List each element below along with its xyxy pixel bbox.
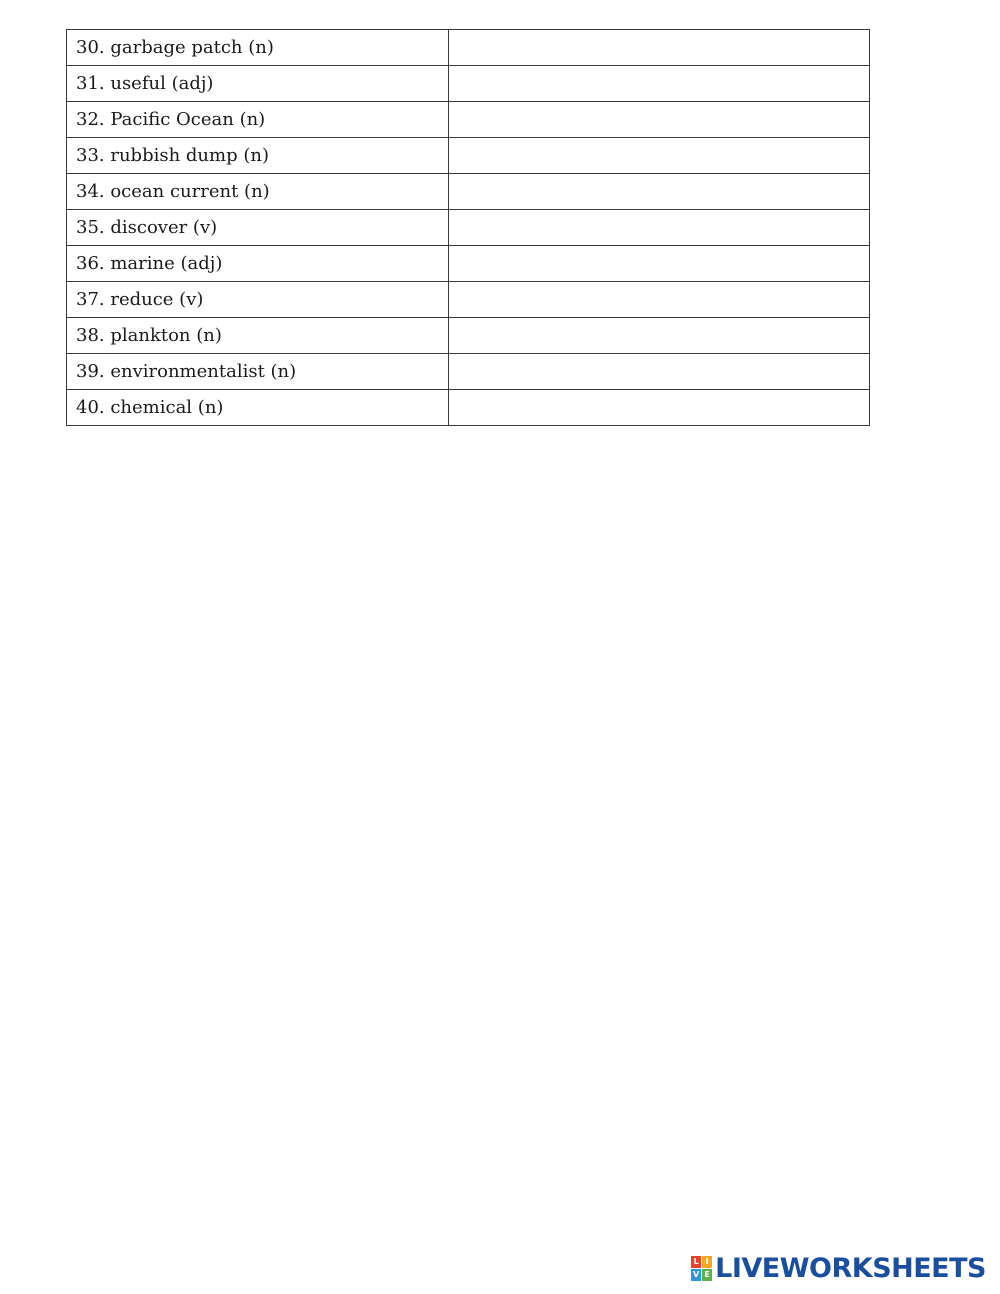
table-row [67, 246, 870, 282]
vocab-word: 31. useful (adj) [67, 66, 449, 102]
answer-cell [449, 138, 870, 174]
liveworksheets-logo-icon [691, 1256, 712, 1281]
vocab-word: 30. garbage patch (n) [67, 30, 449, 66]
logo-letter: V [693, 1270, 700, 1279]
table-row [67, 138, 870, 174]
table-row [67, 282, 870, 318]
answer-cell [449, 30, 870, 66]
table-row [67, 354, 870, 390]
table-row [67, 30, 870, 66]
answer-cell [449, 66, 870, 102]
vocab-word: 32. Pacific Ocean (n) [67, 102, 449, 138]
answer-input[interactable] [449, 102, 869, 137]
vocab-word: 40. chemical (n) [67, 390, 449, 426]
logo-letter: L [691, 1256, 701, 1268]
answer-input[interactable] [449, 30, 869, 65]
answer-cell [449, 246, 870, 282]
answer-input[interactable] [449, 210, 869, 245]
vocab-word: 36. marine (adj) [67, 246, 449, 282]
table-row [67, 174, 870, 210]
answer-input[interactable] [449, 354, 869, 389]
vocab-word: 39. environmentalist (n) [67, 354, 449, 390]
answer-cell [449, 354, 870, 390]
vocabulary-table [66, 29, 870, 426]
answer-input[interactable] [449, 66, 869, 101]
answer-input[interactable] [449, 138, 869, 173]
answer-cell [449, 282, 870, 318]
logo-letter: I [702, 1256, 712, 1268]
answer-cell [449, 318, 870, 354]
vocab-word: 35. discover (v) [67, 210, 449, 246]
vocab-word: 33. rubbish dump (n) [67, 138, 449, 174]
table-row [67, 390, 870, 426]
answer-cell [449, 174, 870, 210]
answer-input[interactable] [449, 282, 869, 317]
answer-input[interactable] [449, 390, 869, 425]
answer-cell [449, 390, 870, 426]
answer-input[interactable] [449, 318, 869, 353]
table-row [67, 102, 870, 138]
answer-input[interactable] [449, 246, 869, 281]
brand-wordmark: LIVEWORKSHEETS [715, 1253, 986, 1284]
table-row [67, 66, 870, 102]
liveworksheets-brand [691, 1255, 986, 1282]
vocab-word: 34. ocean current (n) [67, 174, 449, 210]
table-row [67, 210, 870, 246]
logo-letter: E [702, 1269, 712, 1281]
answer-cell [449, 102, 870, 138]
answer-input[interactable] [449, 174, 869, 209]
vocab-word: 38. plankton (n) [67, 318, 449, 354]
answer-cell [449, 210, 870, 246]
table-row [67, 318, 870, 354]
vocab-word: 37. reduce (v) [67, 282, 449, 318]
